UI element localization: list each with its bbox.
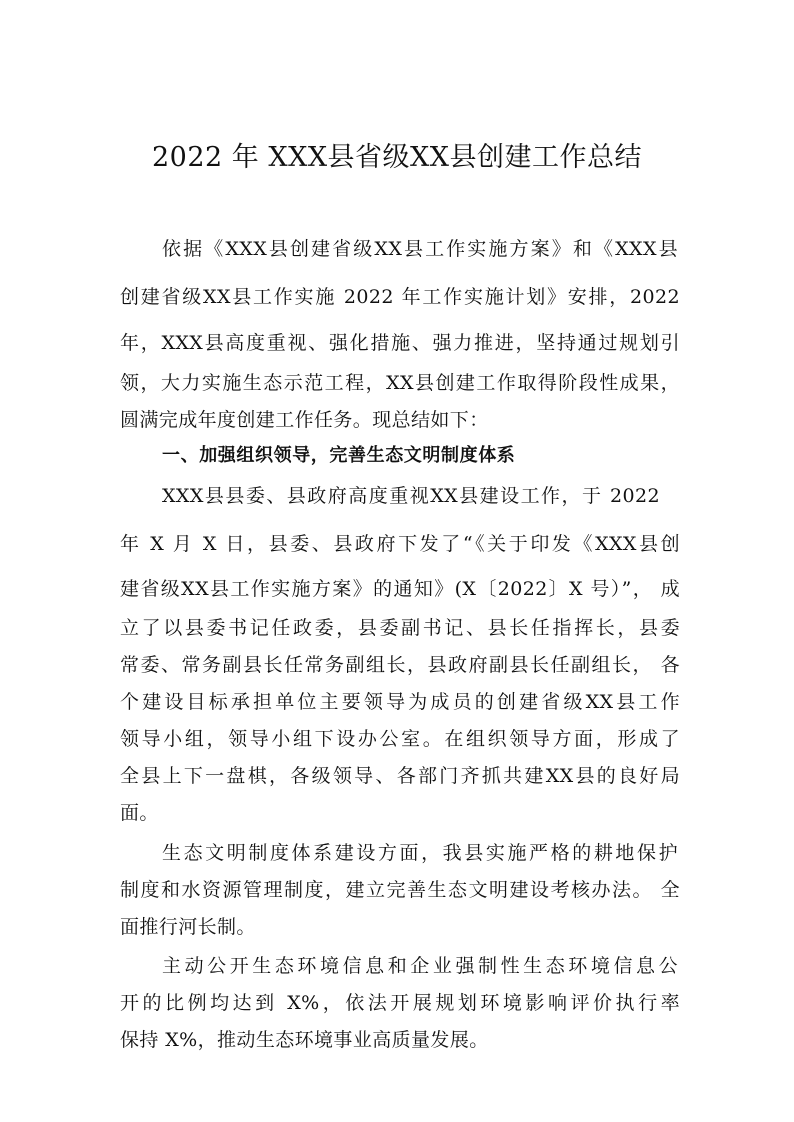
paragraph-line: 领，大力实施生态示范工程，XX县创建工作取得阶段性成果， [120,372,680,394]
paragraph-line: 创建省级XX县工作实施 2022 年工作实施计划》安排，2022 [120,286,680,308]
paragraph-line: 建省级XX县工作实施方案》的通知》(X〔2022〕X 号）”， 成 [120,578,680,600]
paragraph-line: 个建设目标承担单位主要领导为成员的创建省级XX县工作 [120,691,680,713]
paragraph-line: 立了以县委书记任政委，县委副书记、县长任指挥长，县委 [120,617,680,639]
paragraph-line: 面。 [120,802,159,824]
paragraph-line: 主动公开生态环境信息和企业强制性生态环境信息公 [162,955,678,977]
paragraph-line: 生态文明制度体系建设方面，我县实施严格的耕地保护 [162,842,678,864]
paragraph-line: 依据《XXX县创建省级XX县工作实施方案》和《XXX县 [162,238,678,260]
section-heading: 一、加强组织领导，完善生态文明制度体系 [162,445,516,466]
paragraph-line: 保持 X%，推动生态环境事业高质量发展。 [120,1029,489,1051]
paragraph-line: 常委、常务副县长任常务副组长，县政府副县长任副组长， 各 [120,654,680,676]
paragraph-line: 圆满完成年度创建工作任务。现总结如下： [120,409,489,431]
page-title: 2022 年 XXX县省级XX县创建工作总结 [152,142,642,173]
paragraph-line: 开的比例均达到 X%，依法开展规划环境影响评价执行率 [120,992,680,1014]
paragraph-line: XXX县县委、县政府高度重视XX县建设工作，于 2022 [162,485,660,507]
paragraph-line: 制度和水资源管理制度，建立完善生态文明建设考核办法。 全 [120,879,680,901]
paragraph-line: 年 X 月 X 日，县委、县政府下发了“《关于印发《XXX县创 [120,533,680,555]
paragraph-line: 全县上下一盘棋，各级领导、各部门齐抓共建XX县的良好局 [120,765,680,787]
paragraph-line: 面推行河长制。 [120,916,256,938]
paragraph-line: 领导小组，领导小组下设办公室。在组织领导方面，形成了 [120,728,680,750]
paragraph-line: 年，XXX县高度重视、强化措施、强力推进，坚持通过规划引 [120,332,680,354]
